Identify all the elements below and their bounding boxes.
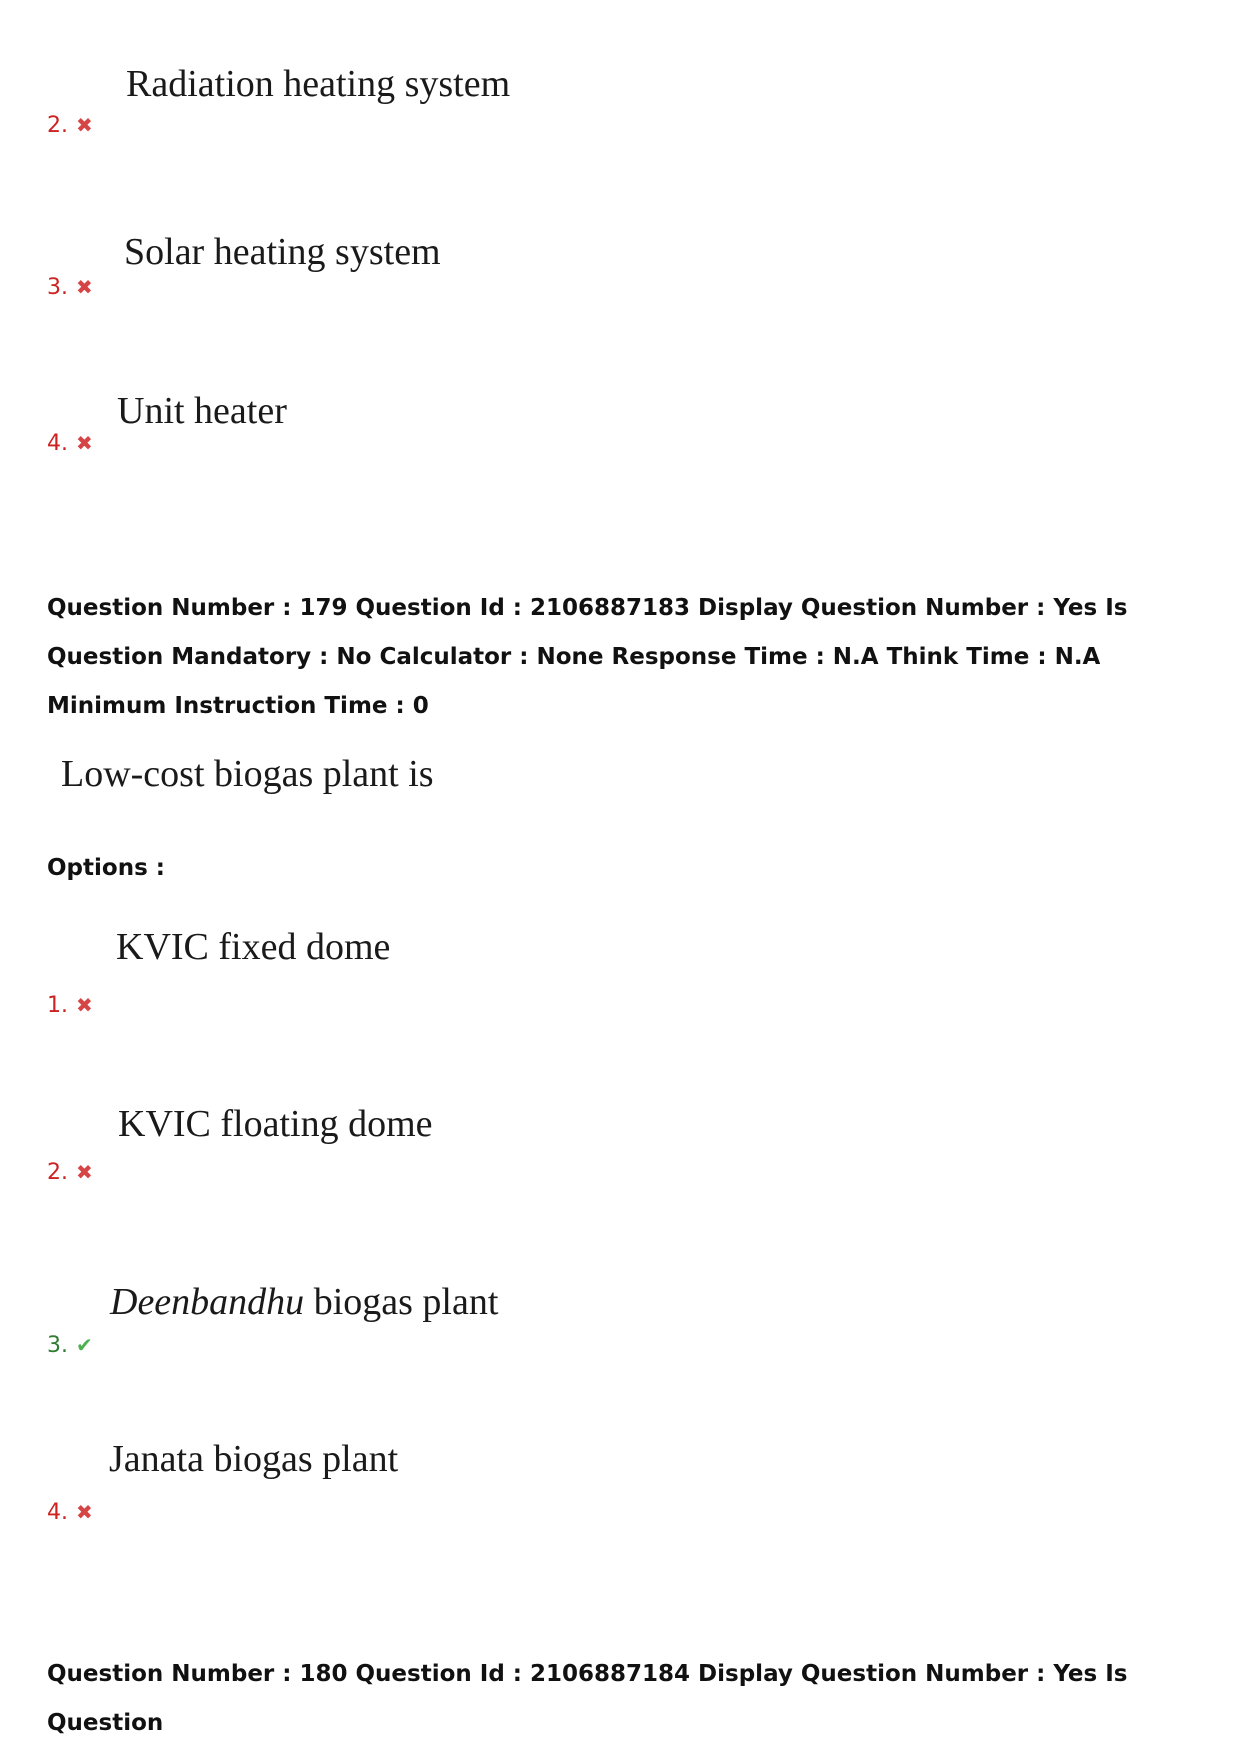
option-text: KVIC fixed dome [116,926,391,968]
question-meta: Question Number : 180 Question Id : 2106887184 Display Question Number : Yes Is Question [47,1661,1128,1736]
question-meta: Question Number : 179 Question Id : 2106887183 Display Question Number : Yes Is Question Mandatory : No Calculator : None Response Time : N.A Think Time : N.A Minimum Instruction Time : 0 [47,595,1128,719]
checkmark-icon: ✔ [76,1333,93,1357]
option-text [110,1280,498,1324]
cross-icon: ✖ [76,993,93,1017]
option-text: Unit heater [117,390,287,432]
question-text: Low-cost biogas plant is [61,753,434,795]
cross-icon: ✖ [76,113,93,137]
option-text: Janata biogas plant [109,1438,399,1480]
options-label: Options : [47,855,165,881]
option-text-rest: biogas plant [304,1281,499,1323]
cross-icon: ✖ [76,275,93,299]
cross-icon: ✖ [76,1160,93,1184]
option-text-italic: Deenbandhu [110,1281,305,1323]
option-text: KVIC floating dome [118,1103,433,1145]
option-text: Solar heating system [124,231,441,273]
option-text: Radiation heating system [126,63,511,105]
cross-icon: ✖ [76,431,93,455]
cross-icon: ✖ [76,1500,93,1524]
